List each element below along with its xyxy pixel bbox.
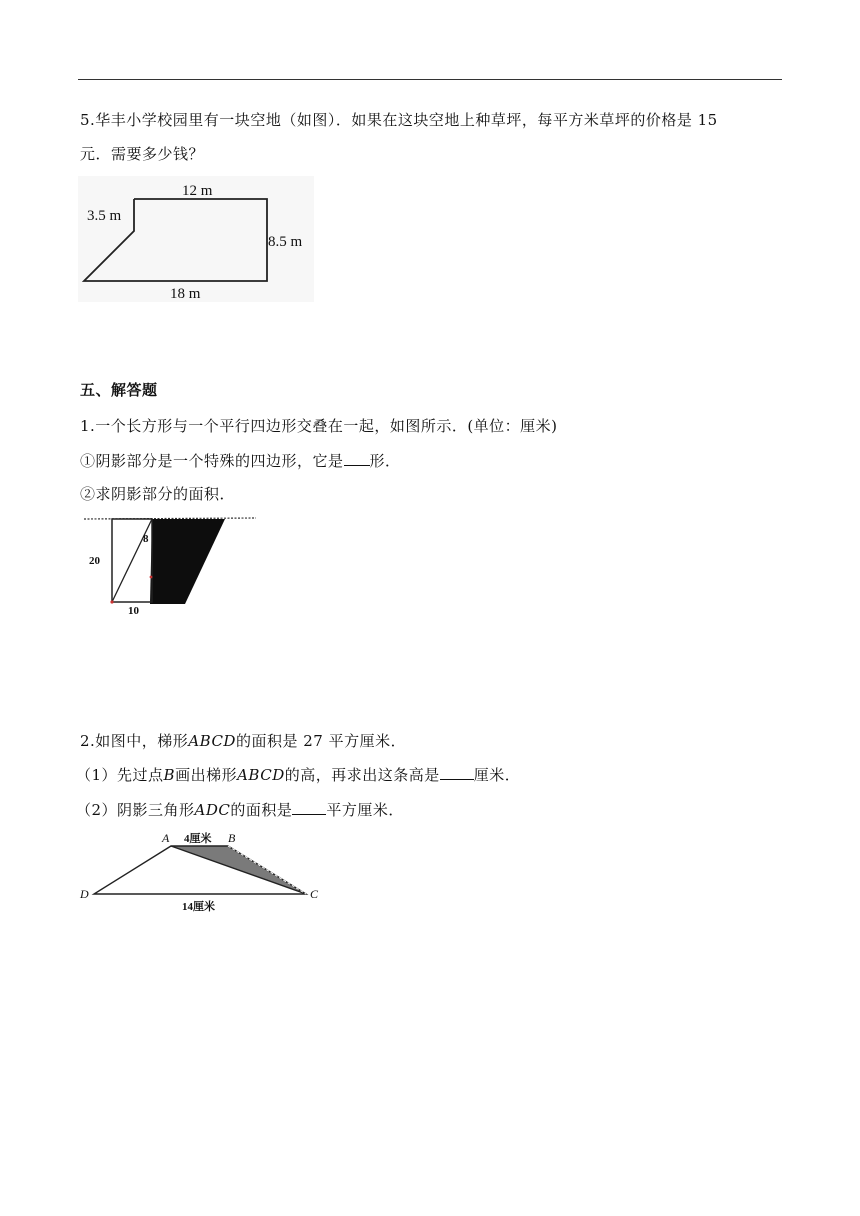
p2-label-top: 4厘米 xyxy=(184,833,212,845)
p2-vertex-d: D xyxy=(80,887,89,901)
p1-label-width: 10 xyxy=(128,605,139,617)
p1-sub2: ②求阴影部分的面积． xyxy=(80,485,236,503)
p2-vertex-b: B xyxy=(228,831,236,845)
p2-vertex-a: A xyxy=(162,831,170,845)
p1-sub1-after: 形． xyxy=(369,452,401,470)
p2-sub2-c: 平方厘米． xyxy=(326,801,404,819)
p1-answer-blank xyxy=(344,451,370,466)
q5-text-line1: 5.华丰小学校园里有一块空地（如图）．如果在这块空地上种草坪，每平方米草坪的价格是 15 xyxy=(80,111,718,129)
p2-sub1-point-b: B xyxy=(163,766,176,784)
p2-intro-before: 2.如图中，梯形 xyxy=(80,732,189,750)
p1-sub1 xyxy=(80,451,401,471)
p2-sub2-a: （2）阴影三角形 xyxy=(76,801,195,819)
p2-sub2-adc: ADC xyxy=(194,801,231,819)
q5-label-right: 8.5 m xyxy=(268,234,303,250)
p2-figure-trapezoid xyxy=(76,828,326,918)
p2-intro xyxy=(80,731,406,751)
p2-area-blank xyxy=(292,800,326,815)
p2-label-bottom: 14厘米 xyxy=(182,901,215,913)
p1-label-segment: 8 xyxy=(143,533,149,545)
p2-sub2 xyxy=(76,800,404,820)
p2-vertex-c: C xyxy=(310,887,319,901)
p2-sub2-b: 的面积是 xyxy=(230,801,293,819)
q5-label-left: 3.5 m xyxy=(87,208,122,224)
p2-sub1-c: 的高，再求出这条高是 xyxy=(284,766,440,784)
p1-intro: 1.一个长方形与一个平行四边形交叠在一起，如图所示．(单位：厘米) xyxy=(80,417,558,435)
section-heading: 五、解答题 xyxy=(80,381,158,399)
q5-label-top: 12 m xyxy=(182,183,213,199)
q5-text-line2: 元．需要多少钱？ xyxy=(80,145,205,163)
p2-sub1-d: 厘米． xyxy=(473,766,521,784)
p2-sub1 xyxy=(76,765,520,785)
header-rule xyxy=(78,79,782,80)
p2-sub1-abcd: ABCD xyxy=(237,766,285,784)
p2-intro-after: 的面积是 27 平方厘米． xyxy=(235,732,407,750)
p2-intro-abcd: ABCD xyxy=(188,732,236,750)
p2-height-blank xyxy=(440,765,474,780)
p2-sub1-a: （1）先过点 xyxy=(76,766,164,784)
p1-label-height: 20 xyxy=(89,555,100,567)
p1-figure-overlap xyxy=(80,512,260,616)
q5-label-bottom: 18 m xyxy=(170,286,201,302)
q5-figure-land-plot xyxy=(78,176,314,302)
p1-sub1-before: ①阴影部分是一个特殊的四边形，它是 xyxy=(80,452,344,470)
p2-sub1-b: 画出梯形 xyxy=(175,766,238,784)
